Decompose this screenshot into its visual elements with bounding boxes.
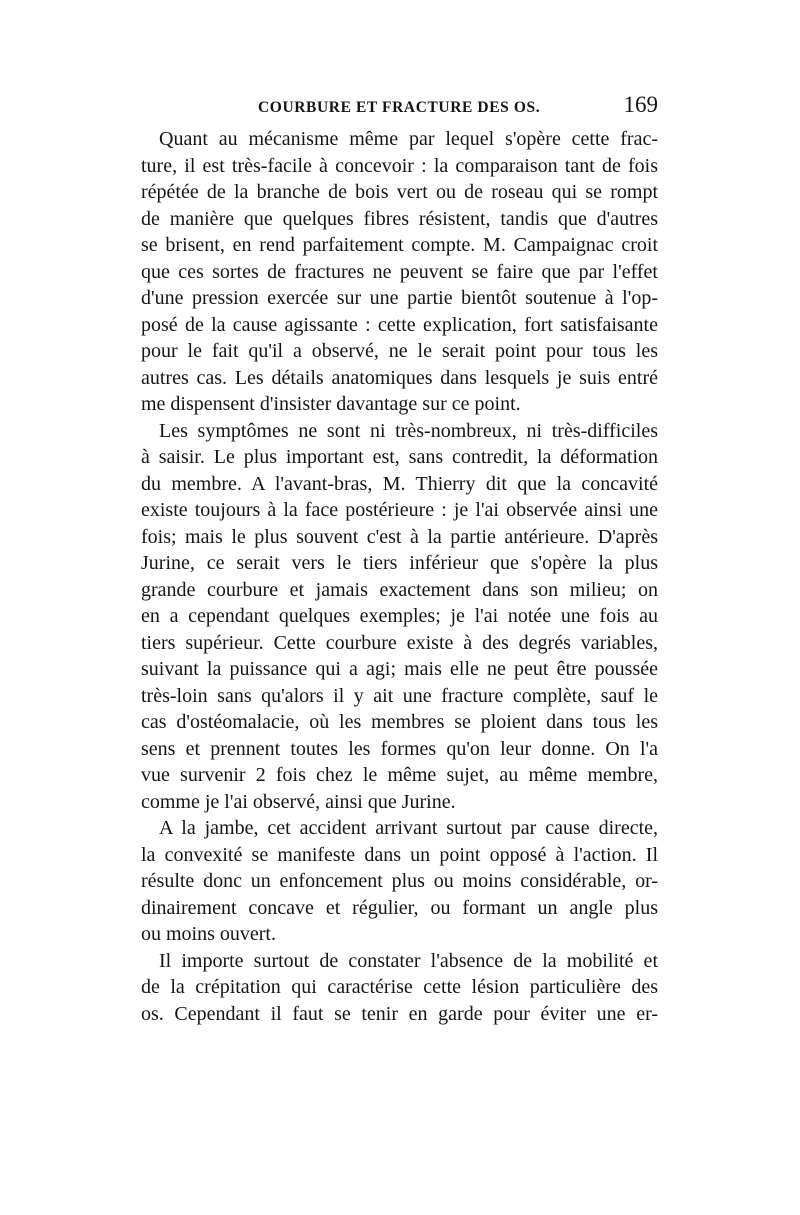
text-line: vue survenir 2 fois chez le même sujet, au même membre, (141, 764, 658, 786)
text-line: tiers supérieur. Cette courbure existe à des degrés variables, (141, 631, 658, 654)
text-line: Quant au mécanisme même par lequel s'opère cette frac- (159, 128, 658, 150)
text-line: cas d'ostéomalacie, où les membres se ploient dans tous les (141, 711, 658, 733)
running-title: COURBURE ET FRACTURE DES OS. (258, 99, 541, 116)
text-line: résulte donc un enfoncement plus ou moins considérable, or- (141, 870, 658, 892)
body-text (141, 126, 658, 1027)
text-line: ture, il est très-facile à concevoir : la comparaison tant de fois (141, 154, 658, 177)
text-line: sens et prennent toutes les formes qu'on leur donne. On l'a (141, 737, 658, 760)
text-line: que ces sortes de fractures ne peuvent se faire que par l'effet (141, 260, 658, 283)
text-line: du membre. A l'avant-bras, M. Thierry dit que la concavité (141, 472, 658, 495)
page-header (141, 92, 658, 122)
text-line: Il importe surtout de constater l'absence de la mobilité et (159, 949, 658, 972)
text-line: autres cas. Les détails anatomiques dans lesquels je suis entré (141, 366, 658, 389)
text-line: pour le fait qu'il a observé, ne le serait point pour tous les (141, 340, 658, 362)
text-line: répétée de la branche de bois vert ou de roseau qui se rompt (141, 181, 658, 203)
text-line: comme je l'ai observé, ainsi que Jurine. (141, 790, 456, 813)
page-number: 169 (623, 92, 658, 117)
text-line: dinairement concave et régulier, ou formant un angle plus (141, 896, 658, 919)
text-line: me dispensent d'insister davantage sur ce point. (141, 393, 521, 415)
text-line: posé de la cause agissante : cette explication, fort satisfaisante (141, 313, 658, 336)
text-line: se brisent, en rend parfaitement compte. M. Campaignac croit (141, 234, 658, 256)
text-line: à saisir. Le plus important est, sans contredit, la déformation (141, 446, 658, 468)
text-line: en a cependant quelques exemples; je l'ai notée une fois au (141, 605, 658, 627)
text-line: A la jambe, cet accident arrivant surtout par cause directe, (159, 817, 658, 839)
text-line: de manière que quelques fibres résistent, tandis que d'autres (141, 207, 658, 230)
text-line: fois; mais le plus souvent c'est à la partie antérieure. D'après (141, 525, 658, 548)
text-line: existe toujours à la face postérieure : je l'ai observée ainsi une (141, 499, 658, 521)
text-line: d'une pression exercée sur une partie bientôt soutenue à l'op- (141, 287, 658, 309)
text-line: Jurine, ce serait vers le tiers inférieur que s'opère la plus (141, 552, 658, 574)
text-line: de la crépitation qui caractérise cette lésion particulière des (141, 976, 658, 998)
text-line: la convexité se manifeste dans un point opposé à l'action. Il (141, 843, 658, 866)
text-line: suivant la puissance qui a agi; mais elle ne peut être poussée (141, 658, 658, 680)
text-line: ou moins ouvert. (141, 923, 276, 945)
text-line: os. Cependant il faut se tenir en garde pour éviter une er- (141, 1002, 658, 1025)
text-line: Les symptômes ne sont ni très-nombreux, ni très-difficiles (159, 419, 658, 442)
text-line: très-loin sans qu'alors il y ait une fracture complète, sauf le (141, 684, 658, 707)
text-line: grande courbure et jamais exactement dans son milieu; on (141, 578, 658, 601)
